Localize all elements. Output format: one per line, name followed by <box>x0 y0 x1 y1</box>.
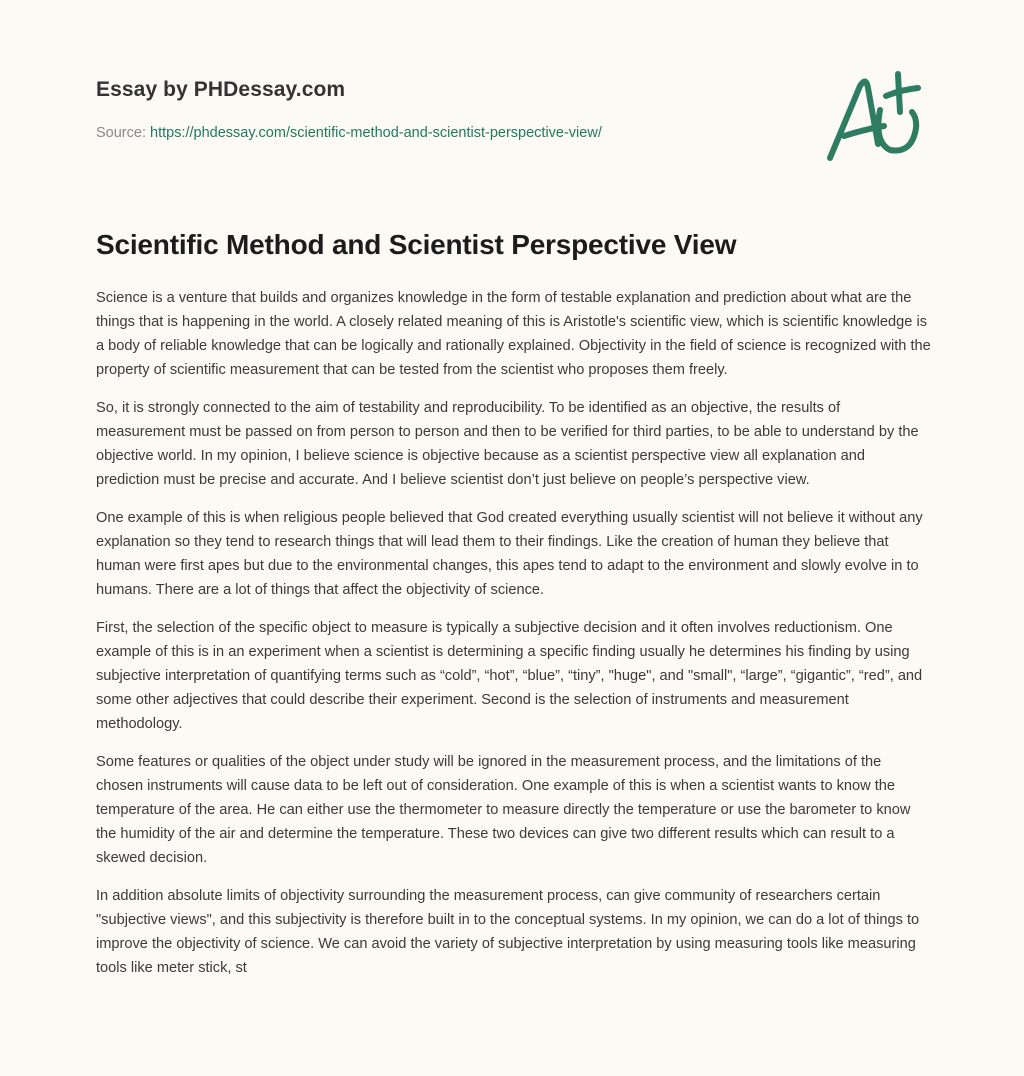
article-paragraph: One example of this is when religious people believed that God created everything usually scientist will not believe it without any explanation so they tend to research things that will lead them to their findings. Like the creation of human they believe that human were first apes but due to the environmental changes, this apes tend to adapt to the environment and slowly evolve in to humans. There are a lot of things that affect the objectivity of science. <box>96 510 923 598</box>
source-label: Source: <box>96 125 146 141</box>
article-paragraph: First, the selection of the specific object to measure is typically a subjective decision and it often involves reductionism. One example of this is in an experiment when a scientist is determining a specific finding usually he determines his finding by using subjective interpretation of quantifying terms such as “cold”, “hot”, “blue”, “tiny”, "huge", and "small", “large”, “gigantic”, “red”, and some other adjectives that could describe their experiment. Second is the selection of instruments and measurement methodology. <box>96 620 923 732</box>
article-title: Scientific Method and Scientist Perspective View <box>96 229 737 260</box>
article-paragraph: So, it is strongly connected to the aim of testability and reproducibility. To be identified as an objective, the results of measurement must be passed on from person to person and then to be verified for third parties, to be able to understand by the objective world. In my opinion, I believe science is objective because as a scientist perspective view all explanation and prediction must be precise and accurate. And I believe scientist don’t just believe on people’s perspective view. <box>96 400 919 488</box>
source-line <box>96 123 816 143</box>
page-header <box>96 76 816 143</box>
a-plus-grade-icon <box>822 66 932 166</box>
article-body <box>96 286 932 994</box>
source-link[interactable]: https://phdessay.com/scientific-method-and-scientist-perspective-view/ <box>150 125 602 141</box>
article-paragraph: Science is a venture that builds and organizes knowledge in the form of testable explanation and prediction about what are the things that is happening in the world. A closely related meaning of this is Aristotle's scientific view, which is scientific knowledge is a body of reliable knowledge that can be logically and rationally explained. Objectivity in the field of science is recognized with the property of scientific measurement that can be tested from the scientist who proposes them freely. <box>96 290 931 378</box>
site-title: Essay by PHDessay.com <box>96 78 346 101</box>
article-paragraph: In addition absolute limits of objectivity surrounding the measurement process, can give community of researchers certain "subjective views", and this subjectivity is therefore built in to the conceptual systems. In my opinion, we can do a lot of things to improve the objectivity of science. We can avoid the variety of subjective interpretation by using measuring tools like measuring tools like meter stick, st <box>96 888 920 976</box>
article-paragraph: Some features or qualities of the object under study will be ignored in the measurement process, and the limitations of the chosen instruments will cause data to be left out of consideration. One example of this is when a scientist wants to know the temperature of the area. He can either use the thermometer to measure directly the temperature or use the barometer to know the humidity of the air and determine the temperature. These two devices can give two different results which can result to a skewed decision. <box>96 754 911 866</box>
